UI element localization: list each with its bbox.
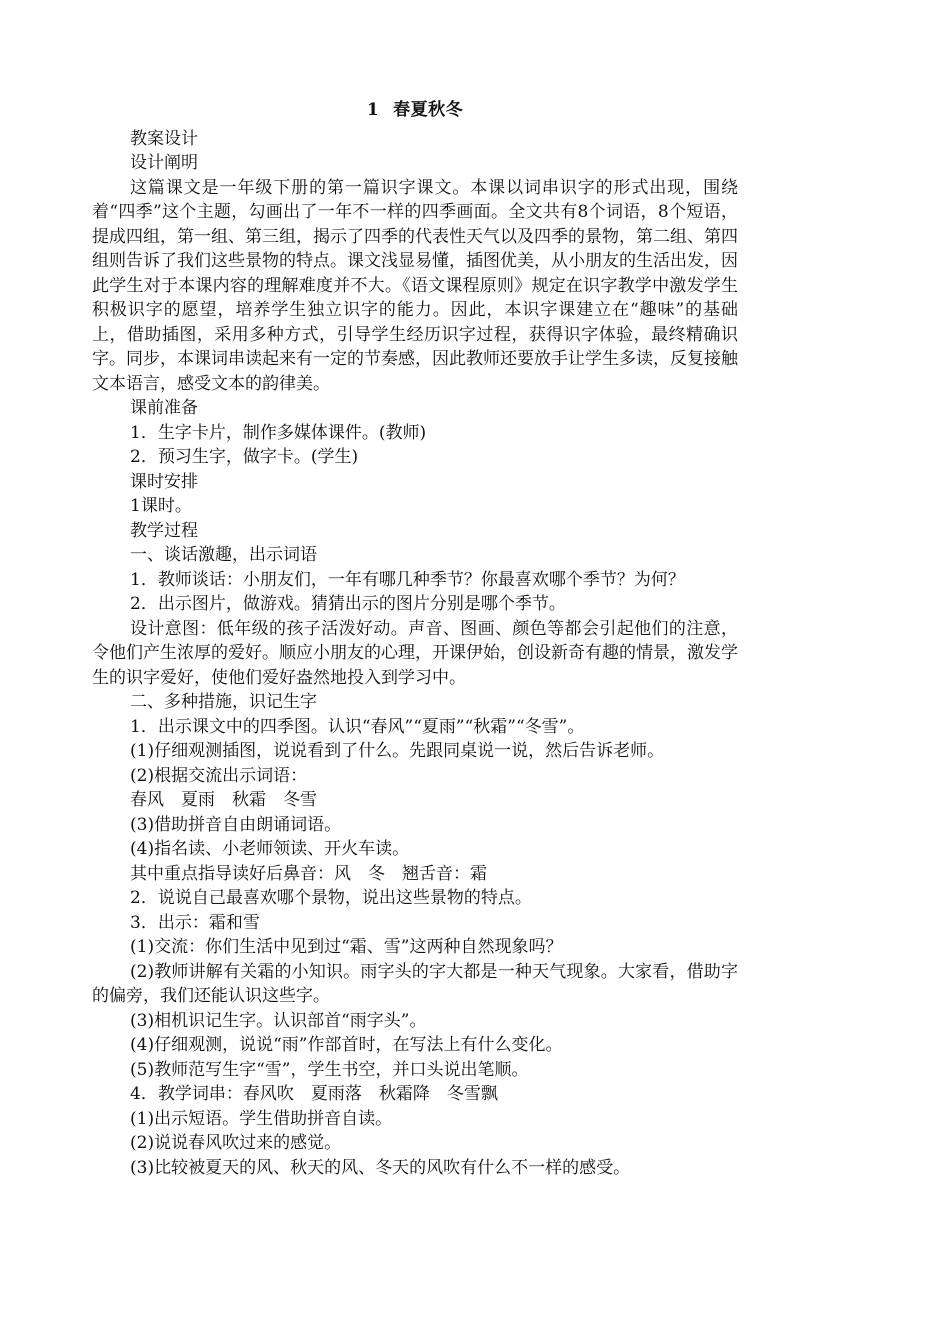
paragraph: 教案设计 [130,128,198,149]
paragraph: 1．出示课文中的四季图。认识“春风”“夏雨”“秋霜”“冬雪”。 [130,716,585,737]
paragraph: (2)说说春风吹过来的感觉。 [130,1133,342,1153]
paragraph: (3)借助拼音自由朗诵词语。 [130,814,342,835]
paragraph: 2．出示图片，做游戏。猜猜出示的图片分别是哪个季节。 [130,594,566,614]
title-text: 春夏秋冬 [393,100,464,120]
paragraph: 1．教师谈话：小朋友们，一年有哪几种季节？你最喜欢哪个季节？为何？ [130,569,685,590]
paragraph: 其中重点指导读好后鼻音：风 冬 翘舌音：霜 [130,863,487,884]
document-page [92,98,738,1180]
paragraph: 2．预习生字，做字卡。(学生) [130,447,359,467]
paragraph: (3)比较被夏天的风、秋天的风、冬天的风吹有什么不一样的感受。 [130,1157,631,1178]
paragraph: 3．出示：霜和雪 [130,912,260,933]
paragraph: (1)出示短语。学生借助拼音自读。 [130,1108,393,1129]
paragraph: (2)教师讲解有关霜的小知识。雨字头的字大都是一种天气现象。大家看，借助字的偏旁，我们还能认识这些字。 [92,961,738,1006]
paragraph: (2)根据交流出示词语： [130,765,308,786]
paragraph: (5)教师范写生字“雪”，学生书空，并口头说出笔顺。 [130,1059,529,1080]
paragraph: (4)指名读、小老师领读、开火车读。 [130,839,410,859]
paragraph: 这篇课文是一年级下册的第一篇识字课文。本课以词串识字的形式出现，围绕着“四季”这个主题，勾画出了一年不一样的四季画面。全文共有8个词语，8个短语，提成四组，第一组、第三组，揭示了四季的代表性天气以及四季的景物，第二组、第四组则告诉了我们这些景物的特点。课文浅显易懂，插图优美，从小朋友的生活出发，因此学生对于本课内容的理解难度并不大。《语文课程原则》规定在识字教学中激发学生积极识字的愿望，培养学生独立识字的能力。因此，本识字课建立在“趣味”的基础上，借助插图，采用多种方式，引导学生经历识字过程，获得识字体验，最终精确识字。同步，本课词串读起来有一定的节奏感，因此教师还要放手让学生多读，反复接触文本语言，感受文本的韵律美。 [92,177,738,394]
paragraph: 设计阐明 [130,153,198,173]
paragraph: 4．教学词串：春风吹 夏雨落 秋霜降 冬雪飘 [130,1084,498,1104]
paragraph: 教学过程 [130,520,198,541]
paragraph: 设计意图：低年级的孩子活泼好动。声音、图画、颜色等都会引起他们的注意，令他们产生浓厚的爱好。顺应小朋友的心理，开课伊始，创设新奇有趣的情景，激发学生的识字爱好，使他们爱好盎然地投入到学习中。 [92,618,738,688]
paragraph: (1)交流：你们生活中见到过“霜、雪”这两种自然现象吗？ [130,937,563,957]
paragraph: 1．生字卡片，制作多媒体课件。(教师) [130,422,427,443]
title-number: 1 [366,100,380,120]
paragraph: (1)仔细观测插图，说说看到了什么。先跟同桌说一说，然后告诉老师。 [130,741,665,761]
paragraph: 春风 夏雨 秋霜 冬雪 [130,790,317,810]
paragraph: (4)仔细观测，说说“雨”作部首时，在写法上有什么变化。 [130,1035,563,1055]
paragraph: (3)相机识记生字。认识部首“雨字头”。 [130,1010,427,1031]
paragraph: 一、谈话激趣，出示词语 [130,545,317,565]
paragraph: 1课时。 [130,496,192,516]
paragraph: 二、多种措施，识记生字 [130,692,317,712]
document-title [92,98,738,123]
paragraph: 课前准备 [130,398,198,418]
paragraph: 2．说说自己最喜欢哪个景物，说出这些景物的特点。 [130,888,532,908]
paragraph: 课时安排 [130,471,198,492]
